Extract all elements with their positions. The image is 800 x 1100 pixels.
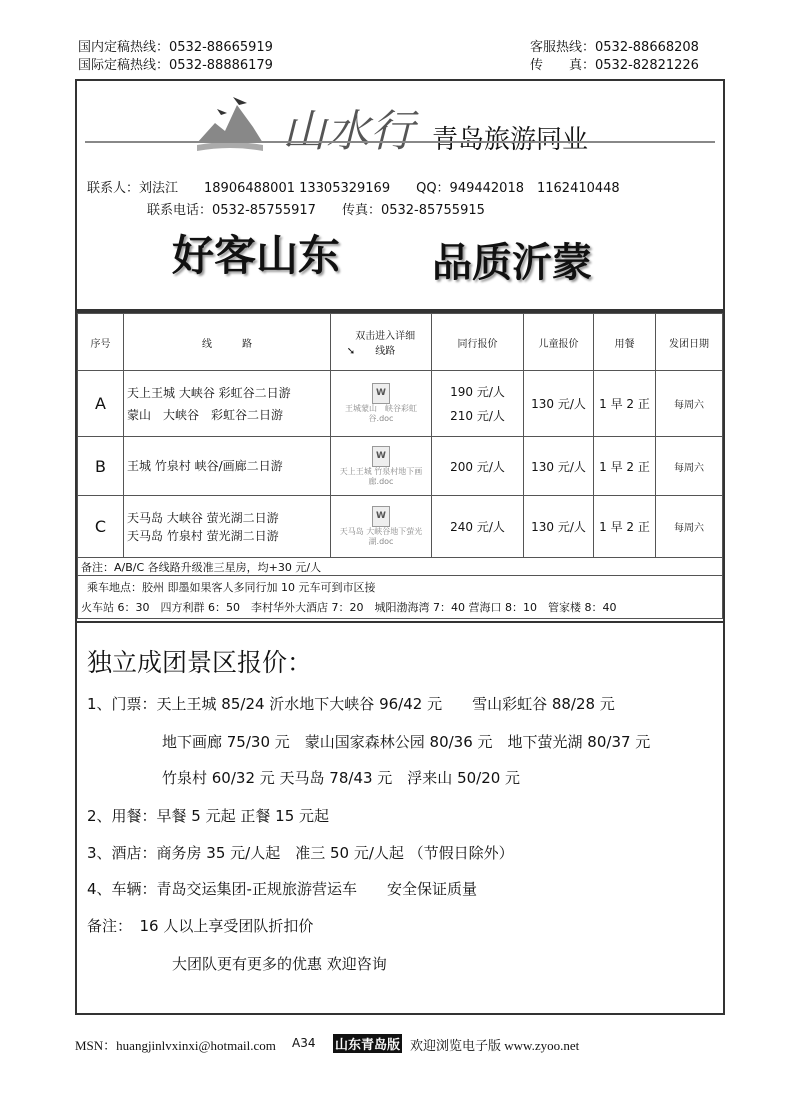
price: 200 元/人 — [432, 437, 524, 496]
meal: 1 早 2 正 — [594, 437, 656, 496]
word-doc-icon[interactable]: W — [372, 383, 390, 404]
header-price: 同行报价 — [432, 314, 524, 371]
brand-subtitle: 青岛旅游同业 — [432, 125, 589, 155]
route-line: 天马岛 竹泉村 萤光湖二日游 — [127, 528, 279, 543]
ticket-line: 竹泉村 60/32 元 天马岛 78/43 元 浮来山 50/20 元 — [162, 769, 521, 787]
word-doc-icon[interactable]: W — [372, 506, 390, 527]
vehicle-line: 4、车辆：青岛交运集团-正规旅游营运车 安全保证质量 — [87, 880, 477, 898]
doc-name: 王城蒙山 峡谷彩虹谷.doc — [345, 404, 417, 423]
depart-date: 每周六 — [656, 437, 723, 496]
ticket-line: 地下画廊 75/30 元 蒙山国家森林公园 80/36 元 地下萤光湖 80/37 元 — [162, 733, 651, 751]
row-price — [432, 371, 524, 437]
doc-link[interactable] — [331, 496, 432, 558]
website-text: 欢迎浏览电子版 www.zyoo.net — [410, 1038, 580, 1053]
price: 240 元/人 — [432, 496, 524, 558]
row-routes — [124, 496, 331, 558]
page-number: A34 — [292, 1036, 316, 1050]
slogan-right: 品质沂蒙 — [432, 240, 592, 286]
header-route: 线 路 — [124, 314, 331, 371]
brand-logo: 山水行 — [282, 106, 414, 157]
header-box — [75, 79, 725, 311]
row-id: B — [78, 437, 124, 496]
ticket-line: 1、门票：天上王城 85/24 沂水地下大峡谷 96/42 元 雪山彩虹谷 88/28 元 — [87, 695, 615, 713]
pickup-location: 乘车地点：胶州 即墨如果客人多同行加 10 元车可到市区接 — [87, 581, 376, 594]
remark-line: 大团队更有更多的优惠 欢迎咨询 — [172, 955, 387, 973]
child-price: 130 元/人 — [524, 371, 594, 437]
meal-line: 2、用餐：早餐 5 元起 正餐 15 元起 — [87, 807, 330, 825]
fax: 传 真：0532-82821226 — [530, 58, 699, 73]
section-title: 独立成团景区报价： — [87, 648, 313, 677]
hotel-line: 3、酒店：商务房 35 元/人起 准三 50 元/人起 （节假日除外） — [87, 844, 514, 862]
group-price-box — [75, 621, 725, 1015]
header-meal: 用餐 — [594, 314, 656, 371]
doc-link[interactable] — [331, 437, 432, 496]
edition-badge: 山东青岛版 — [333, 1034, 402, 1053]
domestic-hotline: 国内定稿热线：0532-88665919 — [78, 40, 273, 55]
route-line: 天上王城 大峡谷 彩虹谷二日游 — [127, 385, 291, 400]
table-header — [78, 314, 723, 371]
mountain-logo-icon — [195, 93, 265, 155]
contact-line-2: 联系电话：0532-85755917 传真：0532-85755915 — [147, 203, 485, 218]
slogan-left: 好客山东 — [172, 231, 341, 280]
child-price: 130 元/人 — [524, 437, 594, 496]
meal: 1 早 2 正 — [594, 371, 656, 437]
row-id: A — [78, 371, 124, 437]
arrow-icon: ➘ — [346, 346, 356, 357]
child-price: 130 元/人 — [524, 496, 594, 558]
price: 210 元/人 — [450, 408, 505, 423]
table-row — [78, 437, 723, 496]
depart-date: 每周六 — [656, 371, 723, 437]
contact-line-1: 联系人：刘法江 18906488001 13305329169 QQ：949442018 1162410448 — [87, 181, 620, 196]
route-line: 蒙山 大峡谷 彩虹谷二日游 — [127, 407, 284, 422]
header-child: 儿童报价 — [524, 314, 594, 371]
table-row — [78, 371, 723, 437]
word-doc-icon[interactable]: W — [372, 446, 390, 467]
price: 190 元/人 — [450, 384, 505, 399]
row-id: C — [78, 496, 124, 558]
doc-name: 天上王城 竹泉村地下画廊.doc — [339, 466, 423, 486]
depart-date: 每周六 — [656, 496, 723, 558]
intl-hotline: 国际定稿热线：0532-88886179 — [78, 58, 273, 73]
header-doc: ➘双击进入详细线路 — [331, 314, 432, 371]
doc-link[interactable] — [331, 371, 432, 437]
remark-line: 备注： 16 人以上享受团队折扣价 — [87, 917, 314, 935]
doc-name: 天马岛 大峡谷地下萤光湖.doc — [339, 527, 423, 546]
service-hotline: 客服热线：0532-88668208 — [530, 40, 699, 55]
route-line: 王城 竹泉村 峡谷/画廊二日游 — [127, 459, 283, 473]
msn-contact: MSN：huangjinlvxinxi@hotmail.com — [75, 1038, 276, 1053]
table-note: 备注：A/B/C 各线路升级准三星房，均+30 元/人 — [78, 558, 723, 576]
meal: 1 早 2 正 — [594, 496, 656, 558]
header-date: 发团日期 — [656, 314, 723, 371]
pickup-stops: 火车站 6：30 四方利群 6：50 李村华外大酒店 7：20 城阳渤海湾 7：40 营海口 8：10 管家楼 8：40 — [81, 601, 617, 614]
header-seq: 序号 — [78, 314, 124, 371]
routes-table-box — [75, 311, 725, 623]
route-line: 天马岛 大峡谷 萤光湖二日游 — [127, 510, 279, 525]
pickup-info — [78, 576, 723, 619]
routes-table — [77, 313, 723, 619]
table-row — [78, 496, 723, 558]
row-routes — [124, 437, 331, 496]
row-routes — [124, 371, 331, 437]
